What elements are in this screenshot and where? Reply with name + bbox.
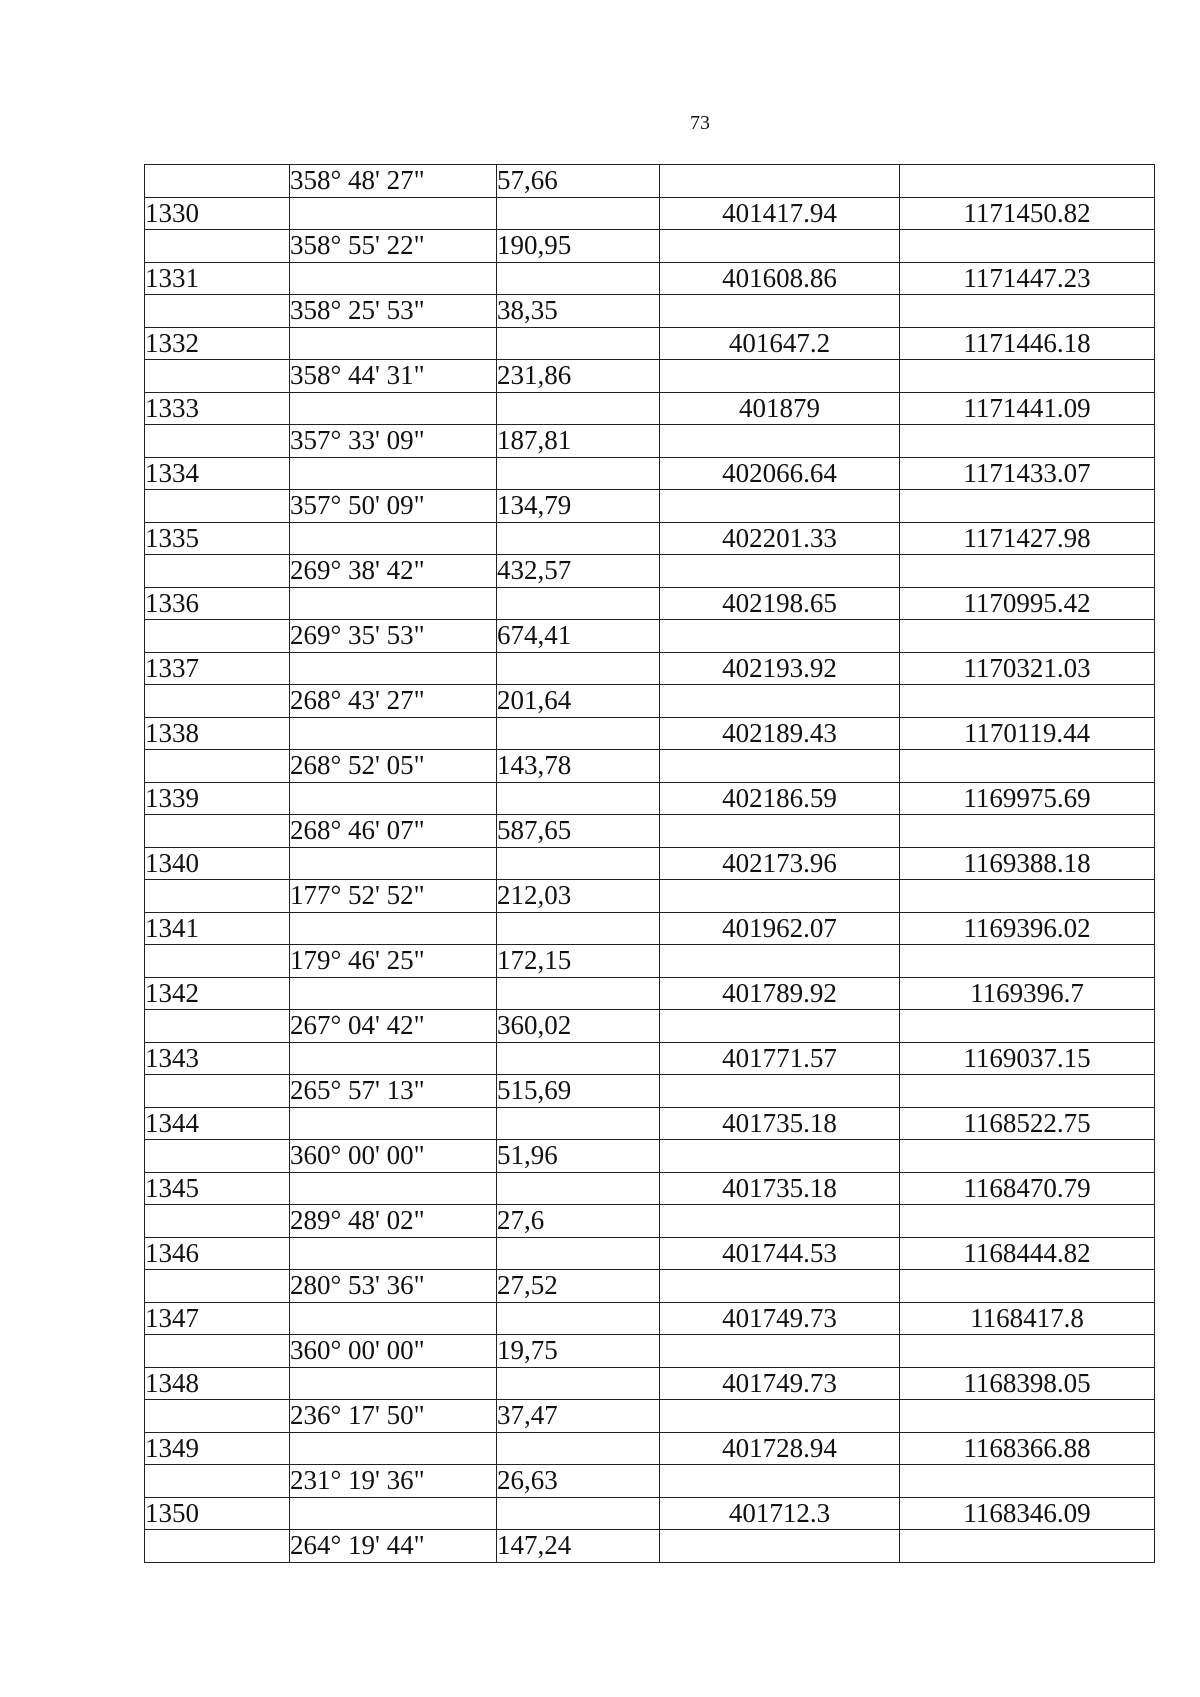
x-coordinate-cell bbox=[660, 815, 900, 848]
point-number-cell: 1348 bbox=[145, 1367, 290, 1400]
y-coordinate-cell: 1168444.82 bbox=[900, 1237, 1155, 1270]
x-coordinate-cell: 402189.43 bbox=[660, 717, 900, 750]
distance-cell bbox=[497, 1237, 660, 1270]
x-coordinate-cell: 401744.53 bbox=[660, 1237, 900, 1270]
page-number: 73 bbox=[690, 112, 710, 134]
point-number-cell: 1337 bbox=[145, 652, 290, 685]
point-number-cell bbox=[145, 1270, 290, 1303]
bearing-angle-cell: 236° 17' 50" bbox=[290, 1400, 497, 1433]
table-row bbox=[145, 1302, 1155, 1335]
distance-cell: 57,66 bbox=[497, 165, 660, 198]
y-coordinate-cell bbox=[900, 1270, 1155, 1303]
y-coordinate-cell: 1169975.69 bbox=[900, 782, 1155, 815]
bearing-angle-cell: 289° 48' 02" bbox=[290, 1205, 497, 1238]
bearing-angle-cell: 280° 53' 36" bbox=[290, 1270, 497, 1303]
table-row bbox=[145, 620, 1155, 653]
bearing-angle-cell bbox=[290, 457, 497, 490]
distance-cell: 360,02 bbox=[497, 1010, 660, 1043]
x-coordinate-cell: 401749.73 bbox=[660, 1367, 900, 1400]
y-coordinate-cell bbox=[900, 555, 1155, 588]
distance-cell bbox=[497, 912, 660, 945]
y-coordinate-cell: 1169388.18 bbox=[900, 847, 1155, 880]
bearing-angle-cell bbox=[290, 197, 497, 230]
y-coordinate-cell: 1170995.42 bbox=[900, 587, 1155, 620]
distance-cell: 134,79 bbox=[497, 490, 660, 523]
distance-cell: 38,35 bbox=[497, 295, 660, 328]
point-number-cell: 1344 bbox=[145, 1107, 290, 1140]
bearing-angle-cell: 358° 25' 53" bbox=[290, 295, 497, 328]
point-number-cell: 1331 bbox=[145, 262, 290, 295]
x-coordinate-cell: 402193.92 bbox=[660, 652, 900, 685]
y-coordinate-cell: 1169396.02 bbox=[900, 912, 1155, 945]
table-row bbox=[145, 847, 1155, 880]
y-coordinate-cell bbox=[900, 1205, 1155, 1238]
bearing-angle-cell: 179° 46' 25" bbox=[290, 945, 497, 978]
point-number-cell: 1338 bbox=[145, 717, 290, 750]
x-coordinate-cell bbox=[660, 880, 900, 913]
y-coordinate-cell bbox=[900, 1140, 1155, 1173]
bearing-angle-cell: 177° 52' 52" bbox=[290, 880, 497, 913]
bearing-angle-cell: 264° 19' 44" bbox=[290, 1530, 497, 1563]
point-number-cell bbox=[145, 490, 290, 523]
table-row bbox=[145, 1400, 1155, 1433]
table-row bbox=[145, 295, 1155, 328]
table-row bbox=[145, 1530, 1155, 1563]
point-number-cell: 1342 bbox=[145, 977, 290, 1010]
distance-cell: 231,86 bbox=[497, 360, 660, 393]
bearing-angle-cell: 267° 04' 42" bbox=[290, 1010, 497, 1043]
bearing-angle-cell bbox=[290, 652, 497, 685]
x-coordinate-cell: 401417.94 bbox=[660, 197, 900, 230]
coordinates-table bbox=[144, 164, 1155, 1563]
distance-cell bbox=[497, 392, 660, 425]
point-number-cell: 1346 bbox=[145, 1237, 290, 1270]
x-coordinate-cell bbox=[660, 490, 900, 523]
bearing-angle-cell: 360° 00' 00" bbox=[290, 1335, 497, 1368]
table-row bbox=[145, 1270, 1155, 1303]
point-number-cell bbox=[145, 165, 290, 198]
distance-cell: 172,15 bbox=[497, 945, 660, 978]
distance-cell bbox=[497, 1107, 660, 1140]
table-row bbox=[145, 262, 1155, 295]
x-coordinate-cell bbox=[660, 1400, 900, 1433]
x-coordinate-cell: 401789.92 bbox=[660, 977, 900, 1010]
table-row bbox=[145, 880, 1155, 913]
y-coordinate-cell bbox=[900, 620, 1155, 653]
bearing-angle-cell bbox=[290, 717, 497, 750]
x-coordinate-cell: 401712.3 bbox=[660, 1497, 900, 1530]
distance-cell bbox=[497, 587, 660, 620]
distance-cell: 432,57 bbox=[497, 555, 660, 588]
table-row bbox=[145, 750, 1155, 783]
y-coordinate-cell: 1171446.18 bbox=[900, 327, 1155, 360]
bearing-angle-cell bbox=[290, 392, 497, 425]
y-coordinate-cell bbox=[900, 230, 1155, 263]
y-coordinate-cell bbox=[900, 295, 1155, 328]
distance-cell: 26,63 bbox=[497, 1465, 660, 1498]
distance-cell bbox=[497, 522, 660, 555]
point-number-cell bbox=[145, 1010, 290, 1043]
x-coordinate-cell bbox=[660, 685, 900, 718]
y-coordinate-cell bbox=[900, 945, 1155, 978]
point-number-cell bbox=[145, 620, 290, 653]
distance-cell: 27,6 bbox=[497, 1205, 660, 1238]
bearing-angle-cell: 360° 00' 00" bbox=[290, 1140, 497, 1173]
y-coordinate-cell: 1168470.79 bbox=[900, 1172, 1155, 1205]
distance-cell bbox=[497, 457, 660, 490]
x-coordinate-cell bbox=[660, 945, 900, 978]
distance-cell bbox=[497, 1302, 660, 1335]
bearing-angle-cell bbox=[290, 1432, 497, 1465]
table-row bbox=[145, 977, 1155, 1010]
table-row bbox=[145, 230, 1155, 263]
bearing-angle-cell bbox=[290, 1367, 497, 1400]
bearing-angle-cell: 357° 33' 09" bbox=[290, 425, 497, 458]
x-coordinate-cell: 401735.18 bbox=[660, 1107, 900, 1140]
bearing-angle-cell: 268° 43' 27" bbox=[290, 685, 497, 718]
y-coordinate-cell bbox=[900, 1400, 1155, 1433]
point-number-cell: 1330 bbox=[145, 197, 290, 230]
x-coordinate-cell bbox=[660, 1530, 900, 1563]
y-coordinate-cell bbox=[900, 165, 1155, 198]
y-coordinate-cell: 1168522.75 bbox=[900, 1107, 1155, 1140]
point-number-cell: 1347 bbox=[145, 1302, 290, 1335]
y-coordinate-cell: 1171447.23 bbox=[900, 262, 1155, 295]
bearing-angle-cell bbox=[290, 1497, 497, 1530]
x-coordinate-cell: 401962.07 bbox=[660, 912, 900, 945]
point-number-cell bbox=[145, 1335, 290, 1368]
point-number-cell: 1333 bbox=[145, 392, 290, 425]
table-row bbox=[145, 1042, 1155, 1075]
point-number-cell: 1341 bbox=[145, 912, 290, 945]
table-row bbox=[145, 782, 1155, 815]
bearing-angle-cell: 357° 50' 09" bbox=[290, 490, 497, 523]
distance-cell: 143,78 bbox=[497, 750, 660, 783]
y-coordinate-cell: 1170119.44 bbox=[900, 717, 1155, 750]
bearing-angle-cell bbox=[290, 587, 497, 620]
x-coordinate-cell bbox=[660, 1465, 900, 1498]
bearing-angle-cell bbox=[290, 1237, 497, 1270]
x-coordinate-cell bbox=[660, 1205, 900, 1238]
table-row bbox=[145, 1237, 1155, 1270]
bearing-angle-cell: 269° 38' 42" bbox=[290, 555, 497, 588]
table-row bbox=[145, 685, 1155, 718]
distance-cell bbox=[497, 977, 660, 1010]
x-coordinate-cell bbox=[660, 620, 900, 653]
x-coordinate-cell: 402173.96 bbox=[660, 847, 900, 880]
table-row bbox=[145, 1465, 1155, 1498]
distance-cell: 37,47 bbox=[497, 1400, 660, 1433]
x-coordinate-cell bbox=[660, 1140, 900, 1173]
point-number-cell: 1340 bbox=[145, 847, 290, 880]
table-row bbox=[145, 1140, 1155, 1173]
point-number-cell bbox=[145, 1400, 290, 1433]
y-coordinate-cell: 1168417.8 bbox=[900, 1302, 1155, 1335]
distance-cell: 515,69 bbox=[497, 1075, 660, 1108]
x-coordinate-cell: 402201.33 bbox=[660, 522, 900, 555]
bearing-angle-cell bbox=[290, 1107, 497, 1140]
point-number-cell: 1345 bbox=[145, 1172, 290, 1205]
x-coordinate-cell bbox=[660, 1075, 900, 1108]
point-number-cell bbox=[145, 1075, 290, 1108]
x-coordinate-cell: 401647.2 bbox=[660, 327, 900, 360]
point-number-cell bbox=[145, 750, 290, 783]
bearing-angle-cell bbox=[290, 782, 497, 815]
distance-cell bbox=[497, 1432, 660, 1465]
y-coordinate-cell: 1170321.03 bbox=[900, 652, 1155, 685]
table-row bbox=[145, 1497, 1155, 1530]
distance-cell: 587,65 bbox=[497, 815, 660, 848]
x-coordinate-cell: 401608.86 bbox=[660, 262, 900, 295]
table-row bbox=[145, 1010, 1155, 1043]
x-coordinate-cell bbox=[660, 360, 900, 393]
distance-cell: 19,75 bbox=[497, 1335, 660, 1368]
point-number-cell: 1336 bbox=[145, 587, 290, 620]
bearing-angle-cell bbox=[290, 912, 497, 945]
point-number-cell: 1343 bbox=[145, 1042, 290, 1075]
y-coordinate-cell bbox=[900, 360, 1155, 393]
y-coordinate-cell: 1168346.09 bbox=[900, 1497, 1155, 1530]
y-coordinate-cell bbox=[900, 1530, 1155, 1563]
x-coordinate-cell: 402066.64 bbox=[660, 457, 900, 490]
bearing-angle-cell bbox=[290, 847, 497, 880]
y-coordinate-cell: 1171450.82 bbox=[900, 197, 1155, 230]
distance-cell bbox=[497, 652, 660, 685]
table-row bbox=[145, 587, 1155, 620]
y-coordinate-cell bbox=[900, 1465, 1155, 1498]
x-coordinate-cell: 401879 bbox=[660, 392, 900, 425]
point-number-cell bbox=[145, 1205, 290, 1238]
y-coordinate-cell: 1169396.7 bbox=[900, 977, 1155, 1010]
point-number-cell bbox=[145, 685, 290, 718]
bearing-angle-cell bbox=[290, 327, 497, 360]
x-coordinate-cell bbox=[660, 555, 900, 588]
y-coordinate-cell bbox=[900, 1075, 1155, 1108]
y-coordinate-cell bbox=[900, 1010, 1155, 1043]
y-coordinate-cell: 1168398.05 bbox=[900, 1367, 1155, 1400]
bearing-angle-cell bbox=[290, 977, 497, 1010]
bearing-angle-cell: 231° 19' 36" bbox=[290, 1465, 497, 1498]
bearing-angle-cell bbox=[290, 522, 497, 555]
point-number-cell: 1332 bbox=[145, 327, 290, 360]
distance-cell bbox=[497, 1042, 660, 1075]
distance-cell: 674,41 bbox=[497, 620, 660, 653]
table-row bbox=[145, 912, 1155, 945]
x-coordinate-cell bbox=[660, 165, 900, 198]
table-row bbox=[145, 457, 1155, 490]
bearing-angle-cell bbox=[290, 1042, 497, 1075]
distance-cell: 51,96 bbox=[497, 1140, 660, 1173]
table-row bbox=[145, 652, 1155, 685]
point-number-cell bbox=[145, 1465, 290, 1498]
point-number-cell: 1335 bbox=[145, 522, 290, 555]
table-row bbox=[145, 555, 1155, 588]
table-row bbox=[145, 1367, 1155, 1400]
table-row bbox=[145, 1075, 1155, 1108]
x-coordinate-cell bbox=[660, 750, 900, 783]
x-coordinate-cell bbox=[660, 1010, 900, 1043]
table-row bbox=[145, 1205, 1155, 1238]
x-coordinate-cell: 402198.65 bbox=[660, 587, 900, 620]
point-number-cell: 1349 bbox=[145, 1432, 290, 1465]
table-row bbox=[145, 360, 1155, 393]
x-coordinate-cell bbox=[660, 425, 900, 458]
distance-cell: 27,52 bbox=[497, 1270, 660, 1303]
distance-cell bbox=[497, 847, 660, 880]
bearing-angle-cell: 265° 57' 13" bbox=[290, 1075, 497, 1108]
x-coordinate-cell: 402186.59 bbox=[660, 782, 900, 815]
y-coordinate-cell: 1171441.09 bbox=[900, 392, 1155, 425]
y-coordinate-cell: 1171427.98 bbox=[900, 522, 1155, 555]
distance-cell: 190,95 bbox=[497, 230, 660, 263]
point-number-cell bbox=[145, 1140, 290, 1173]
x-coordinate-cell bbox=[660, 1270, 900, 1303]
y-coordinate-cell bbox=[900, 1335, 1155, 1368]
point-number-cell bbox=[145, 1530, 290, 1563]
point-number-cell bbox=[145, 555, 290, 588]
y-coordinate-cell bbox=[900, 425, 1155, 458]
y-coordinate-cell bbox=[900, 880, 1155, 913]
table-row bbox=[145, 425, 1155, 458]
table-row bbox=[145, 1335, 1155, 1368]
x-coordinate-cell bbox=[660, 1335, 900, 1368]
point-number-cell bbox=[145, 425, 290, 458]
bearing-angle-cell bbox=[290, 1172, 497, 1205]
bearing-angle-cell: 269° 35' 53" bbox=[290, 620, 497, 653]
distance-cell bbox=[497, 197, 660, 230]
x-coordinate-cell bbox=[660, 295, 900, 328]
bearing-angle-cell: 268° 52' 05" bbox=[290, 750, 497, 783]
point-number-cell bbox=[145, 880, 290, 913]
table-row bbox=[145, 392, 1155, 425]
point-number-cell: 1334 bbox=[145, 457, 290, 490]
y-coordinate-cell bbox=[900, 490, 1155, 523]
distance-cell: 187,81 bbox=[497, 425, 660, 458]
point-number-cell bbox=[145, 230, 290, 263]
table-row bbox=[145, 815, 1155, 848]
bearing-angle-cell: 268° 46' 07" bbox=[290, 815, 497, 848]
distance-cell: 201,64 bbox=[497, 685, 660, 718]
distance-cell bbox=[497, 1497, 660, 1530]
x-coordinate-cell: 401735.18 bbox=[660, 1172, 900, 1205]
bearing-angle-cell: 358° 48' 27" bbox=[290, 165, 497, 198]
distance-cell bbox=[497, 327, 660, 360]
point-number-cell bbox=[145, 295, 290, 328]
table-row bbox=[145, 717, 1155, 750]
table-row bbox=[145, 1107, 1155, 1140]
point-number-cell: 1350 bbox=[145, 1497, 290, 1530]
coordinates-table-body bbox=[145, 165, 1155, 1563]
point-number-cell: 1339 bbox=[145, 782, 290, 815]
distance-cell bbox=[497, 1172, 660, 1205]
point-number-cell bbox=[145, 360, 290, 393]
table-row bbox=[145, 945, 1155, 978]
distance-cell bbox=[497, 782, 660, 815]
distance-cell bbox=[497, 262, 660, 295]
table-row bbox=[145, 197, 1155, 230]
x-coordinate-cell bbox=[660, 230, 900, 263]
table-row bbox=[145, 165, 1155, 198]
table-row bbox=[145, 1172, 1155, 1205]
bearing-angle-cell: 358° 44' 31" bbox=[290, 360, 497, 393]
table-row bbox=[145, 327, 1155, 360]
x-coordinate-cell: 401728.94 bbox=[660, 1432, 900, 1465]
distance-cell bbox=[497, 717, 660, 750]
table-row bbox=[145, 1432, 1155, 1465]
y-coordinate-cell: 1168366.88 bbox=[900, 1432, 1155, 1465]
y-coordinate-cell bbox=[900, 750, 1155, 783]
distance-cell: 147,24 bbox=[497, 1530, 660, 1563]
table-row bbox=[145, 490, 1155, 523]
distance-cell: 212,03 bbox=[497, 880, 660, 913]
point-number-cell bbox=[145, 815, 290, 848]
y-coordinate-cell: 1171433.07 bbox=[900, 457, 1155, 490]
y-coordinate-cell bbox=[900, 685, 1155, 718]
distance-cell bbox=[497, 1367, 660, 1400]
x-coordinate-cell: 401749.73 bbox=[660, 1302, 900, 1335]
y-coordinate-cell bbox=[900, 815, 1155, 848]
y-coordinate-cell: 1169037.15 bbox=[900, 1042, 1155, 1075]
bearing-angle-cell bbox=[290, 262, 497, 295]
table-row bbox=[145, 522, 1155, 555]
bearing-angle-cell bbox=[290, 1302, 497, 1335]
x-coordinate-cell: 401771.57 bbox=[660, 1042, 900, 1075]
bearing-angle-cell: 358° 55' 22" bbox=[290, 230, 497, 263]
point-number-cell bbox=[145, 945, 290, 978]
